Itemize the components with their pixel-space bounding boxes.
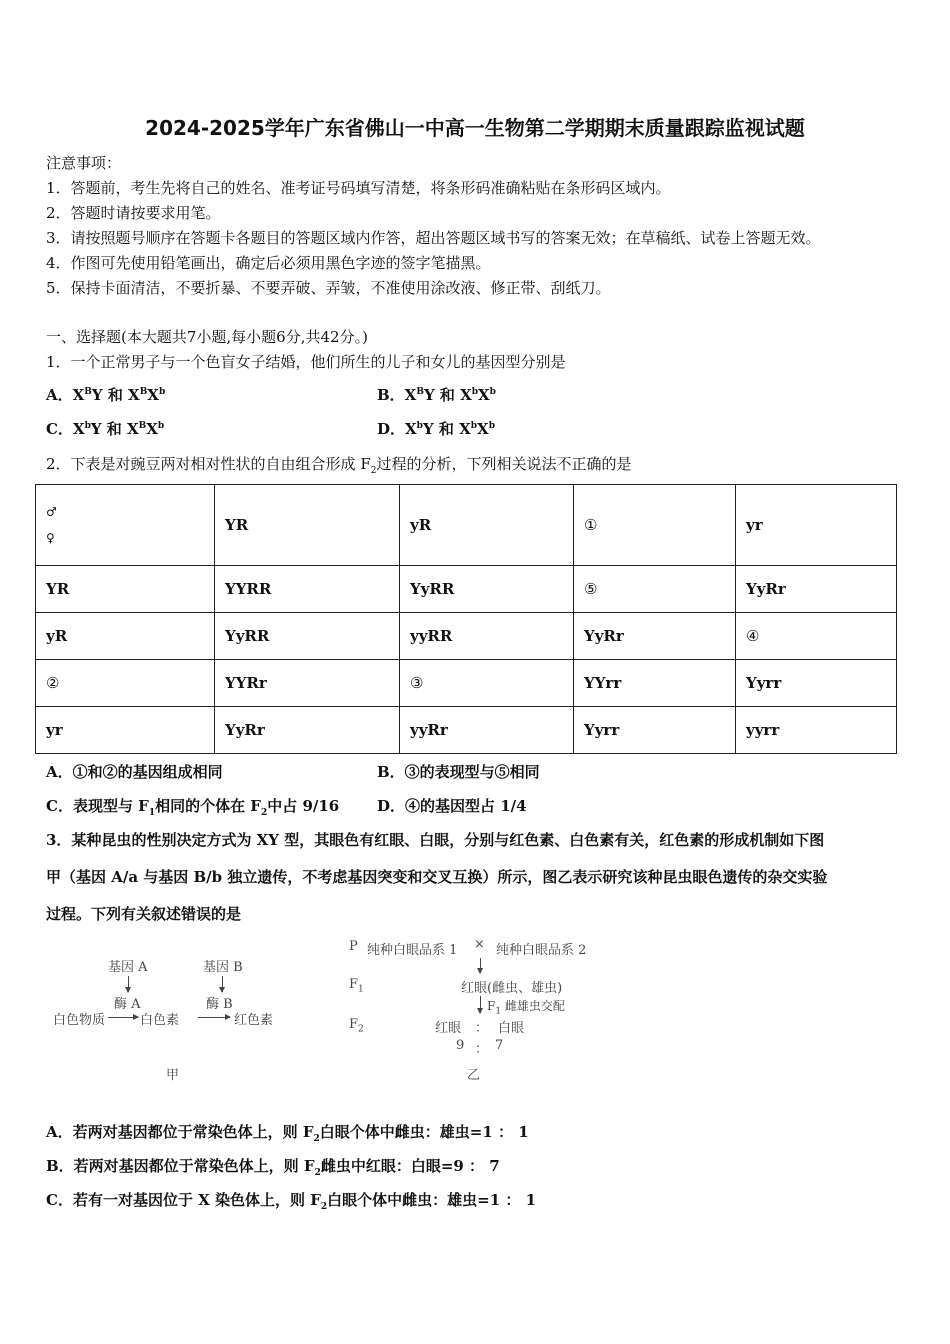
figure-label-jia: 甲	[166, 1068, 180, 1083]
q3-option-b[interactable]: B．若两对基因都位于常染色体上，则 $F_2$雌虫中红眼：白眼=9 ： 7	[46, 1157, 500, 1178]
q1-option-b[interactable]: B．$X^BY$ 和 $X^bX^b$	[377, 386, 496, 404]
table-cell: yyrr	[736, 707, 897, 754]
substance-white-pigment: 白色素	[140, 1013, 180, 1028]
arrow-down-icon	[480, 958, 481, 973]
f2-label: $F_2$	[349, 1017, 364, 1035]
q1-option-d[interactable]: D．$X^bY$ 和 $X^bX^b$	[377, 420, 495, 438]
enzyme-b-label: 酶 B	[206, 997, 233, 1012]
table-cell: YR	[215, 485, 400, 566]
table-cell: YR	[36, 566, 215, 613]
cross-symbol: ×	[474, 937, 485, 952]
table-row	[36, 566, 897, 613]
table-row	[36, 660, 897, 707]
q1-option-c[interactable]: C．$X^bY$ 和 $X^BX^b$	[46, 420, 165, 438]
figure-label-yi: 乙	[467, 1068, 481, 1083]
note-5: 5．保持卡面清洁，不要折暴、不要弄破、弄皱，不准使用涂改液、修正带、刮纸刀。	[46, 279, 611, 297]
table-header-row	[36, 485, 897, 566]
table-cell: ③	[400, 660, 574, 707]
arrow-down-icon	[128, 976, 129, 992]
page-title: 2024-2025学年广东省佛山一中高一生物第二学期期末质量跟踪监视试题	[145, 116, 805, 140]
q1-stem: 1．一个正常男子与一个色盲女子结婚，他们所生的儿子和女儿的基因型分别是	[46, 353, 566, 371]
table-cell: YyRR	[400, 566, 574, 613]
q3-line-3: 过程。下列有关叙述错误的是	[46, 905, 242, 923]
enzyme-a-label: 酶 A	[114, 997, 141, 1012]
table-cell: YYRR	[215, 566, 400, 613]
table-cell: YYrr	[574, 660, 736, 707]
q3-line-2: 甲（基因 A/a 与基因 B/b 独立遗传，不考虑基因突变和交叉互换）所示，图乙表示研究该种昆虫眼色遗传的杂交实验	[46, 868, 828, 886]
q2-option-d[interactable]: D．④的基因型占 1/4	[377, 797, 527, 815]
note-4: 4．作图可先使用铅笔画出，确定后必须用黑色字迹的签字笔描黑。	[46, 254, 491, 272]
table-cell: yr	[736, 485, 897, 566]
f1-label: $F_1$	[349, 977, 364, 995]
q2-option-b[interactable]: B．③的表现型与⑤相同	[377, 763, 540, 781]
table-cell: ⑤	[574, 566, 736, 613]
table-cell: Yyrr	[736, 660, 897, 707]
note-3: 3．请按照题号顺序在答题卡各题目的答题区域内作答，超出答题区域书写的答案无效；在草稿纸、试卷上答题无效。	[46, 229, 821, 247]
white-eye-label: 白眼	[498, 1021, 525, 1036]
table-cell: yR	[36, 613, 215, 660]
note-2: 2．答题时请按要求用笔。	[46, 204, 221, 222]
table-cell: YyRr	[215, 707, 400, 754]
parent-1: 纯种白眼品系 1	[367, 943, 458, 958]
punnett-table	[35, 484, 897, 754]
q2-stem: 2．下表是对豌豆两对相对性状的自由组合形成 $F_2$过程的分析，下列相关说法不正确的是	[46, 455, 632, 476]
q3-option-a[interactable]: A．若两对基因都位于常染色体上，则 $F_2$白眼个体中雌虫：雄虫=1 ： 1	[46, 1123, 529, 1144]
arrow-down-icon	[222, 976, 223, 992]
table-cell: YYRr	[215, 660, 400, 707]
arrow-down-icon	[480, 996, 481, 1013]
table-cell: ④	[736, 613, 897, 660]
gene-a-label: 基因 A	[108, 960, 148, 975]
parent-2: 纯种白眼品系 2	[496, 943, 587, 958]
ratio-white: 7	[495, 1038, 504, 1053]
table-cell: yyRR	[400, 613, 574, 660]
notes-heading: 注意事项：	[46, 154, 122, 172]
table-cell: YyRr	[574, 613, 736, 660]
substance-white-matter: 白色物质	[53, 1013, 106, 1028]
table-row	[36, 707, 897, 754]
table-cell: ①	[574, 485, 736, 566]
table-row	[36, 613, 897, 660]
q1-option-a[interactable]: A．$X^BY$ 和 $X^BX^b$	[46, 386, 166, 404]
table-cell: Yyrr	[574, 707, 736, 754]
arrow-right-icon	[198, 1017, 230, 1018]
table-cell: ②	[36, 660, 215, 707]
table-cell: YyRr	[736, 566, 897, 613]
note-1: 1．答题前，考生先将自己的姓名、准考证号码填写清楚，将条形码准确粘贴在条形码区域内。	[46, 179, 671, 197]
ratio-colon: ：	[475, 1042, 489, 1057]
arrow-right-icon	[108, 1017, 138, 1018]
q3-option-c[interactable]: C．若有一对基因位于 X 染色体上，则 $F_2$白眼个体中雌虫：雄虫=1 ： 1	[46, 1191, 537, 1212]
q2-option-a[interactable]: A．①和②的基因组成相同	[46, 763, 223, 781]
ratio-colon: ：	[475, 1021, 489, 1036]
table-cell: YyRR	[215, 613, 400, 660]
table-cell: yr	[36, 707, 215, 754]
sex-cell: ♂ ♀	[36, 485, 215, 566]
gene-b-label: 基因 B	[203, 960, 243, 975]
table-cell: yyRr	[400, 707, 574, 754]
substance-red-pigment: 红色素	[234, 1013, 274, 1028]
q2-option-c[interactable]: C．表现型与 $F_1$相同的个体在 $F_2$中占 9/16	[46, 797, 340, 818]
q3-line-1: 3．某种昆虫的性别决定方式为 XY 型，其眼色有红眼、白眼，分别与红色素、白色素有关，红色素的形成机制如下图	[46, 831, 825, 849]
f1-result: 红眼(雌虫、雄虫)	[461, 981, 563, 996]
p-label: P	[349, 939, 358, 954]
table-cell: yR	[400, 485, 574, 566]
f1-mating-label: $F_1$ 雌雄虫交配	[487, 999, 565, 1017]
ratio-red: 9	[456, 1038, 465, 1053]
red-eye-label: 红眼	[435, 1021, 462, 1036]
section-heading: 一、选择题(本大题共7小题,每小题6分,共42分。)	[46, 328, 368, 346]
